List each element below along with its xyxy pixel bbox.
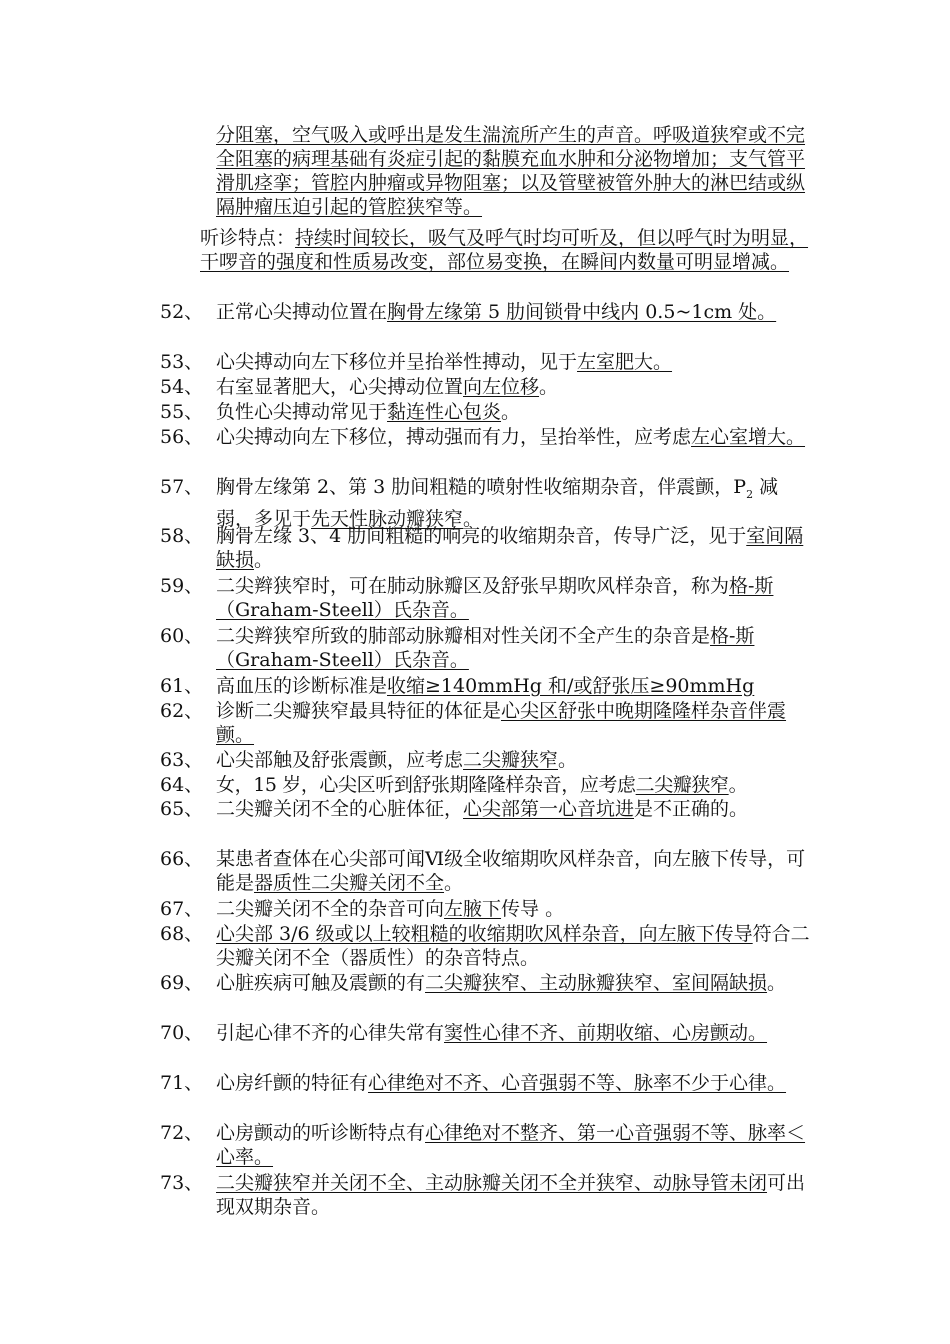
list-item <box>160 425 820 449</box>
item-suffix: 符合二尖瓣关闭不全（器质性）的杂音特点。 <box>216 923 810 969</box>
item-answer: 心律绝对不整齐、第一心音强弱不等、脉率＜心率。 <box>216 1122 806 1168</box>
item-suffix: 传导 。 <box>501 898 565 920</box>
item-number: 52、 <box>160 301 204 323</box>
item-question: 负性心尖搏动常见于 <box>216 401 388 423</box>
item-answer: 心尖部第一心音坑进 <box>463 798 635 820</box>
intro-answer: 分阻塞，空气吸入或呼出是发生湍流所产生的声音。呼吸道狭窄或不完全阻塞的病理基础有炎症引起的黏膜充血水肿和分泌物增加；支气管平滑肌痉挛；管腔内肿瘤或异物阻塞；以及管壁被管外肿大的淋巴结或纵隔肿瘤压迫引起的管腔狭窄等。 <box>216 124 806 218</box>
list-item <box>160 475 820 531</box>
list-item <box>160 674 820 698</box>
intro-paragraph <box>216 123 816 219</box>
item-number: 63、 <box>160 749 204 771</box>
list-item <box>160 922 820 970</box>
item-question: 女，15 岁，心尖区听到舒张期隆隆样杂音，应考虑 <box>216 774 636 796</box>
item-answer: 左室肥大。 <box>577 351 673 373</box>
item-answer: 心尖区舒张中晚期隆隆样杂音伴震颤。 <box>216 700 787 746</box>
list-item <box>160 897 820 921</box>
item-question: 二尖瓣关闭不全的杂音可向 <box>216 898 445 920</box>
item-answer: 器质性二尖瓣关闭不全 <box>254 872 445 894</box>
item-answer: 格-斯（Graham-Steell）氏杂音。 <box>216 575 774 621</box>
item-question: 诊断二尖瓣狭窄最具特征的体征是 <box>216 700 502 722</box>
item-question: 心脏疾病可触及震颤的有 <box>216 972 426 994</box>
list-item <box>160 300 820 324</box>
item-number: 61、 <box>160 675 204 697</box>
item-number: 58、 <box>160 525 204 547</box>
item-answer: 黏连性心包炎 <box>387 401 502 423</box>
item-number: 56、 <box>160 426 204 448</box>
item-question: 心房纤颤的特征有 <box>216 1072 369 1094</box>
item-question: 右室显著肥大，心尖搏动位置 <box>216 376 464 398</box>
item-number: 69、 <box>160 972 204 994</box>
item-answer: 心尖部 3/6 级或以上较粗糙的收缩期吹风样杂音，向左腋下传导 <box>216 923 753 945</box>
item-answer: 左腋下 <box>444 898 502 920</box>
list-item <box>160 624 820 672</box>
item-question: 心尖搏动向左下移位并呈抬举性搏动，见于 <box>216 351 578 373</box>
item-answer: 二尖瓣狭窄 <box>635 774 729 796</box>
item-number: 70、 <box>160 1022 204 1044</box>
item-answer: 格-斯（Graham-Steell）氏杂音。 <box>216 625 755 671</box>
item-answer: 窦性心律不齐、前期收缩、心房颤动。 <box>444 1022 768 1044</box>
item-number: 60、 <box>160 625 204 647</box>
item-answer: 左心室增大。 <box>691 426 806 448</box>
item-subscript: 2 <box>746 487 754 501</box>
item-question: 某患者查体在心尖部可闻Ⅵ级全收缩期吹风样杂音，向左腋下传导，可能是 <box>216 848 806 894</box>
item-answer: 收缩≥140mmHg 和/或舒张压≥90mmHg <box>387 675 755 697</box>
list-item <box>160 847 820 895</box>
item-number: 67、 <box>160 898 204 920</box>
item-number: 73、 <box>160 1172 204 1194</box>
item-number: 66、 <box>160 848 204 870</box>
item-answer: 先天性脉动瓣狭窄 <box>311 507 464 530</box>
item-number: 64、 <box>160 774 204 796</box>
item-number: 72、 <box>160 1122 204 1144</box>
item-question: 二尖辫狭窄时，可在肺动脉瓣区及舒张早期吹风样杂音，称为 <box>216 575 730 597</box>
item-suffix: 可出现双期杂音。 <box>216 1172 806 1218</box>
item-number: 54、 <box>160 376 204 398</box>
list-item <box>160 1171 820 1219</box>
item-question: 引起心律不齐的心律失常有 <box>216 1022 445 1044</box>
item-suffix: 是不正确的。 <box>634 798 749 820</box>
list-item <box>160 524 820 572</box>
list-item <box>160 971 820 995</box>
item-suffix: 。 <box>444 872 464 894</box>
item-answer: 胸骨左缘第 5 肋间锁骨中线内 0.5~1cm 处。 <box>387 301 777 323</box>
item-question: 二尖辫狭窄所致的肺部动脉瓣相对性关闭不全产生的杂音是 <box>216 625 711 647</box>
item-number: 62、 <box>160 700 204 722</box>
item-suffix: 。 <box>728 774 748 796</box>
item-question: 心房颤动的听诊断特点有 <box>216 1122 426 1144</box>
item-question: 胸骨左缘第 2、第 3 肋间粗糙的喷射性收缩期杂音，伴震颤，P <box>216 476 747 498</box>
item-suffix: 。 <box>501 401 521 423</box>
list-item <box>160 350 820 374</box>
item-answer: 二尖瓣狭窄并关闭不全、主动脉瓣关闭不全并狭窄、动脉导管未闭 <box>216 1172 768 1194</box>
item-number: 71、 <box>160 1072 204 1094</box>
list-item <box>160 375 820 399</box>
item-number: 53、 <box>160 351 204 373</box>
auscultation-paragraph <box>200 226 816 274</box>
item-number: 55、 <box>160 401 204 423</box>
item-number: 57、 <box>160 476 204 498</box>
item-answer: 二尖瓣狭窄、主动脉瓣狭窄、室间隔缺损 <box>425 972 768 994</box>
item-number: 68、 <box>160 923 204 945</box>
item-question: 心尖部触及舒张震颤，应考虑 <box>216 749 464 771</box>
item-question: 高血压的诊断标准是 <box>216 675 388 697</box>
item-question: 胸骨左缘 3、4 肋间粗糙的响亮的收缩期杂音，传导广泛，见于 <box>216 525 747 547</box>
item-suffix: 。 <box>254 549 274 571</box>
list-item <box>160 699 820 747</box>
list-item <box>160 400 820 424</box>
list-item <box>160 748 820 772</box>
item-answer: 二尖瓣狭窄 <box>463 749 559 771</box>
item-answer: 心律绝对不齐、心音强弱不等、脉率不少于心律。 <box>368 1072 787 1094</box>
item-answer: 向左位移 <box>463 376 540 398</box>
item-answer: 室间隔缺损 <box>216 525 804 571</box>
item-question-cont: 减弱，多见于 <box>216 476 779 530</box>
list-item <box>160 1021 820 1045</box>
list-item <box>160 773 820 797</box>
auscultation-answer: 持续时间较长，吸气及呼气时均可听及，但以呼气时为明显，干啰音的强度和性质易改变，部位易变换，在瞬间内数量可明显增减。 <box>200 227 809 273</box>
item-question: 正常心尖搏动位置在 <box>216 301 388 323</box>
list-item <box>160 1121 820 1169</box>
item-suffix: 。 <box>558 749 578 771</box>
list-item <box>160 1071 820 1095</box>
item-number: 59、 <box>160 575 204 597</box>
item-number: 65、 <box>160 798 204 820</box>
item-question: 心尖搏动向左下移位，搏动强而有力，呈抬举性，应考虑 <box>216 426 692 448</box>
item-suffix: 。 <box>767 972 787 994</box>
auscultation-label: 听诊特点： <box>200 227 296 249</box>
list-item <box>160 797 820 821</box>
item-question: 二尖瓣关闭不全的心脏体征， <box>216 798 464 820</box>
item-suffix: 。 <box>463 507 483 530</box>
item-suffix: 。 <box>539 376 559 398</box>
list-item <box>160 574 820 622</box>
